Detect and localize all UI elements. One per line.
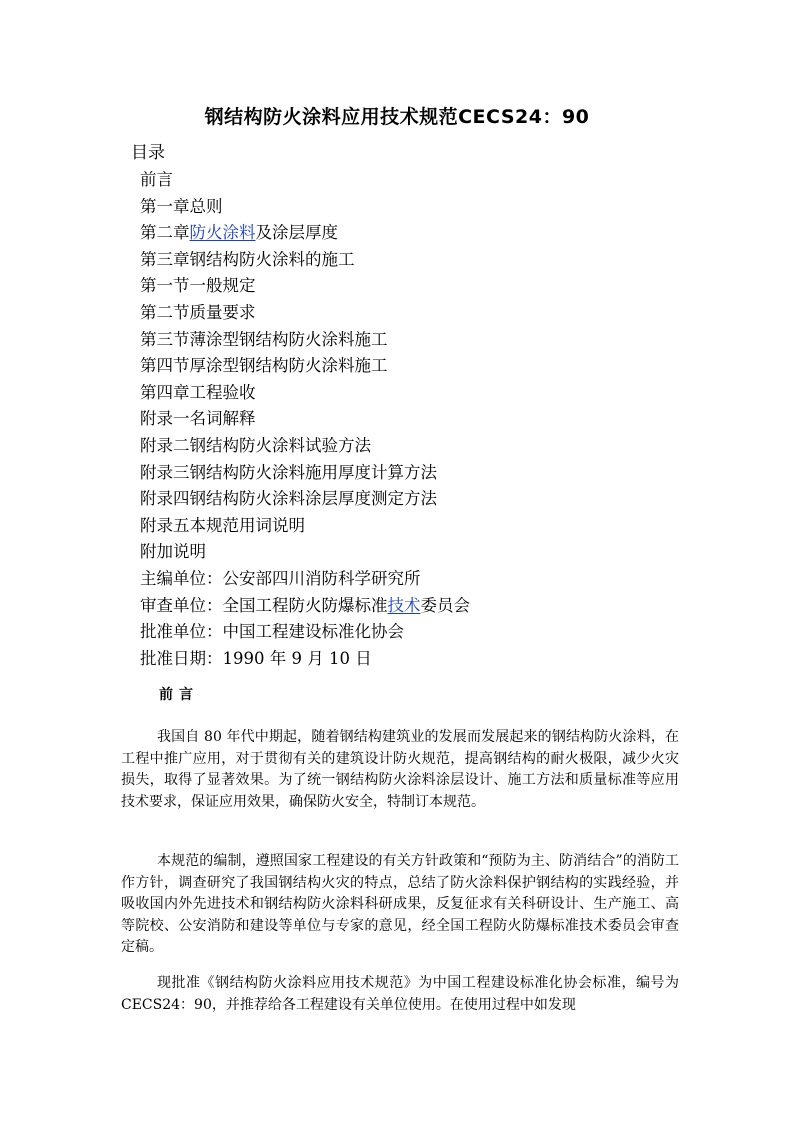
toc-heading: 目录 xyxy=(131,143,165,163)
toc-item: 附录一名词解释 xyxy=(140,409,256,429)
toc-item: 批准单位：中国工程建设标准化协会 xyxy=(140,622,404,642)
toc-item: 第一节一般规定 xyxy=(140,276,256,296)
preface-paragraph: 本规范的编制，遵照国家工程建设的有关方针政策和“预防为主、防消结合”的消防工作方针，调查研究了我国钢结构火灾的特点，总结了防火涂料保护钢结构的实践经验，并吸收国内外先进技术和钢结构防火涂料科研成果，反复征求有关科研设计、生产施工、高等院校、公安消防和建设等单位与专家的意见，经全国工程防火防爆标准技术委员会审查定稿。 xyxy=(121,853,679,956)
toc-item: 第三节薄涂型钢结构防火涂料施工 xyxy=(140,329,388,349)
toc-item: 附录二钢结构防火涂料试验方法 xyxy=(140,435,371,455)
toc-item-prefix: 审查单位：全国工程防火防爆标准 xyxy=(140,595,388,615)
toc-item xyxy=(140,593,470,620)
toc-item xyxy=(140,220,470,247)
document-title: 钢结构防火涂料应用技术规范CECS24：90 xyxy=(204,106,590,128)
fire-coating-link[interactable]: 防火涂料 xyxy=(189,223,256,243)
toc-item: 前言 xyxy=(140,170,173,189)
preface-paragraph: 我国自 80 年代中期起，随着钢结构建筑业的发展而发展起来的钢结构防火涂料，在工程中推广应用，对于贯彻有关的建筑设计防火规范，提高钢结构的耐火极限，减少火灾损失，取得了显著效果。为了统一钢结构防火涂料涂层设计、施工方法和质量标准等应用技术要求，保证应用效果，确保防火安全，特制订本规范。 xyxy=(121,729,679,810)
toc-item: 附录五本规范用词说明 xyxy=(140,515,305,535)
toc-item-prefix: 第二章 xyxy=(140,223,190,243)
technology-link[interactable]: 技术 xyxy=(387,595,421,615)
toc-item: 第二节质量要求 xyxy=(140,302,256,322)
toc-item: 第四章工程验收 xyxy=(140,382,256,402)
preface-heading: 前言 xyxy=(159,687,199,703)
toc-item-suffix: 委员会 xyxy=(420,595,470,615)
toc-item: 附加说明 xyxy=(140,542,206,562)
toc-item-suffix: 及涂层厚度 xyxy=(255,223,338,243)
toc-item: 附录三钢结构防火涂料施用厚度计算方法 xyxy=(140,462,437,482)
preface-paragraph: 现批准《钢结构防火涂料应用技术规范》为中国工程建设标准化协会标准，编号为 CECS24：90，并推荐给各工程建设有关单位使用。在使用过程中如发现 xyxy=(121,975,679,1013)
toc-item: 第一章总则 xyxy=(140,196,223,216)
toc-item: 批准日期：1990 年 9 月 10 日 xyxy=(140,648,372,668)
toc-item: 第四节厚涂型钢结构防火涂料施工 xyxy=(140,356,388,376)
toc-item: 第三章钢结构防火涂料的施工 xyxy=(140,249,355,269)
table-of-contents xyxy=(140,167,470,672)
toc-item: 附录四钢结构防火涂料涂层厚度测定方法 xyxy=(140,489,437,509)
toc-item: 主编单位：公安部四川消防科学研究所 xyxy=(140,568,421,588)
